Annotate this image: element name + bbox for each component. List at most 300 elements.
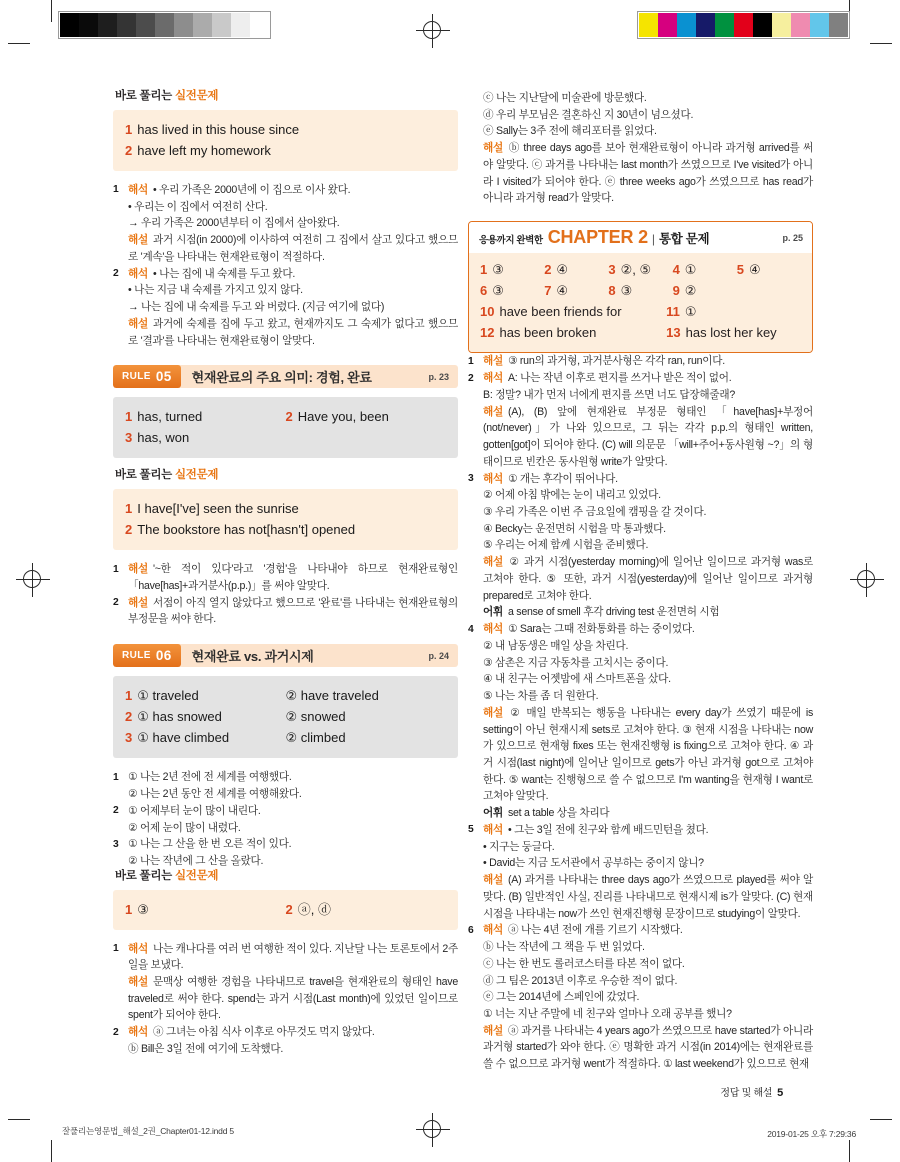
answer-value: I have[I've] seen the sunrise: [137, 501, 299, 517]
answer-cell: [286, 685, 447, 706]
explanation-line: [128, 282, 458, 299]
explanation-line: [483, 855, 813, 872]
explanation-line: [483, 839, 813, 856]
explanation-line: [128, 769, 458, 786]
answer-cell: [125, 899, 286, 920]
answer-number: 1: [480, 262, 488, 278]
explanation-text: ② 나는 2년 동안 전 세계를 여행해왔다.: [128, 788, 302, 801]
crop-mark-bottom-left: [26, 1118, 52, 1144]
explanation-line: [483, 939, 813, 956]
rule-tag: [113, 365, 181, 388]
rule-bar-05: [113, 365, 458, 388]
answer-row: [125, 119, 446, 140]
explanation-text: ⓑ 나는 작년에 그 책을 두 번 읽었다.: [483, 941, 645, 954]
explanation-text: ⓐ 나는 4년 전에 개를 기르기 시작했다.: [507, 924, 683, 937]
explanation-text: • 우리 가족은 2000년에 이 집으로 이사 왔다.: [152, 183, 351, 196]
explanation-item: [113, 803, 458, 836]
answer-cell: [480, 281, 544, 302]
explanation-line: [128, 974, 458, 1024]
answer-row: [480, 302, 801, 323]
answer-cell: [125, 406, 286, 427]
explanation-item: [113, 266, 458, 350]
explanation-label: 해석: [483, 823, 503, 836]
answer-number: 3: [125, 730, 133, 746]
calibration-patch: [639, 13, 658, 37]
explanation-line: [128, 941, 458, 974]
calibration-patch: [193, 13, 212, 37]
practice-label-prefix: 바로 풀리는: [115, 90, 172, 102]
answer-number: 2: [125, 709, 133, 725]
explanation-line: [483, 655, 813, 672]
explanation-text: → 나는 집에 내 숙제를 두고 와 버렸다. (지금 여기에 없다): [128, 301, 385, 314]
answer-cell: [608, 281, 672, 302]
calibration-patch: [677, 13, 696, 37]
explanation-text: ① 나는 그 산을 한 번 오른 적이 있다.: [128, 838, 292, 851]
rule-page-ref: p. 23: [428, 371, 449, 382]
explanation-text: ④ Becky는 운전면허 시험을 막 통과했다.: [483, 522, 666, 535]
answer-value: ④: [556, 262, 569, 278]
answer-value: ③: [492, 262, 504, 278]
registration-mark-top: [416, 14, 450, 48]
explanation-line: [483, 487, 813, 504]
explanation-text: ⓒ 나는 한 번도 롤러코스터를 타본 적이 없다.: [483, 957, 685, 970]
calibration-patch: [791, 13, 810, 37]
answer-value: ④: [556, 282, 569, 298]
answer-cell: [673, 260, 737, 281]
chapter-pre-title: 응용까지 완벽한: [479, 235, 543, 247]
answer-box-practice-1: [113, 110, 458, 171]
question-number: [468, 90, 483, 207]
answer-number: 10: [480, 303, 495, 319]
answer-value: The bookstore has not[hasn't] opened: [137, 522, 356, 538]
explanation-text: • 지구는 둥글다.: [483, 840, 555, 853]
explanation-text: 문맥상 여행한 경험을 나타내므로 travel을 현재완료의 형태인 have traveled로 써야 한다. spend는 과거 시점(Last month)에 있었던 일이므로 spent가 되어야 한다.: [128, 976, 458, 1022]
explanations-practice-2: [113, 561, 458, 628]
rule-title: 현재완료의 주요 의미: 경험, 완료: [191, 370, 372, 386]
explanation-text: • 그는 3일 전에 친구와 함께 배드민턴을 쳤다.: [507, 823, 709, 836]
explanation-line: [483, 353, 813, 370]
answer-value: ② have traveled: [285, 688, 379, 704]
explanation-line: [483, 140, 813, 207]
grayscale-calibration-strip: [58, 11, 271, 39]
explanation-item: [113, 769, 458, 802]
answer-number: 1: [125, 501, 133, 517]
calibration-patch: [231, 13, 250, 37]
calibration-patch: [250, 13, 269, 37]
explanation-text: ⓓ 우리 부모님은 결혼하신 지 30년이 넘으셨다.: [483, 108, 694, 121]
answer-box-practice-3: [113, 890, 458, 930]
explanation-line: [483, 805, 813, 822]
answer-number: 2: [544, 262, 552, 278]
explanation-line: [483, 404, 813, 471]
explanation-text: ③ 우리 가족은 이번 주 금요일에 캠핑을 갈 것이다.: [483, 505, 707, 518]
explanation-line: [483, 123, 813, 140]
explanation-item: [113, 941, 458, 1025]
explanation-text: ⑤ 나는 차를 좀 더 원한다.: [483, 690, 599, 703]
explanation-text: ② 매일 반복되는 행동을 나타내는 every day가 쓰였기 때문에 is setting이 아닌 현재시제 sets로 고쳐야 한다. ③ 현재 시점을 나타내는 now가 있으므로 현재형 fixes 또는 현재진행형 is fixing으로 고쳐야 한다. ④ 과거 시점(last night)에 일어난 일이므로 gets가 아닌 과거형 got으로 고쳐야 한다. ⑤ want는 진행형으로 쓸 수 없으므로 I'm wanting을 현재형 I want로 고쳐야 알맞다.: [483, 706, 813, 803]
answer-row: [480, 281, 801, 302]
page-footer: [0, 1084, 900, 1099]
explanation-text: ② 나는 작년에 그 산을 올랐다.: [128, 854, 264, 867]
answer-cell: [125, 706, 286, 727]
explanation-label: 해석: [128, 1026, 148, 1039]
explanation-line: [128, 266, 458, 283]
answer-number: 6: [480, 282, 488, 298]
explanation-line: [483, 554, 813, 604]
explanation-label: 해석: [483, 372, 503, 385]
explanation-line: [128, 215, 458, 232]
print-timestamp: 2019-01-25 오후 7:29:36: [767, 1129, 856, 1139]
explanation-text: ② 내 남동생은 매일 상을 차린다.: [483, 639, 629, 652]
registration-mark-bottom: [416, 1113, 450, 1147]
answer-value: ③: [137, 901, 149, 917]
explanation-line: [128, 1041, 458, 1058]
explanation-text: ⓐ 과거를 나타내는 4 years ago가 쓰였으므로 have started가 아니라 과거형 started가 와야 한다. ⓔ 명확한 과거 시점(in 2014)에는 현재완료를 쓸 수 없으므로 과거형 went가 적절하다. ① last weekend가 있으므로 현재: [483, 1024, 813, 1071]
explanation-body: [483, 621, 813, 822]
explanation-body: [128, 182, 458, 266]
explanation-body: [128, 803, 458, 836]
question-number: 2: [113, 805, 119, 817]
chapter-page-ref: p. 25: [782, 232, 803, 243]
explanation-label: 해설: [128, 317, 148, 330]
explanation-item: [113, 1024, 458, 1057]
explanation-text: ② 어제 눈이 많이 내렸다.: [128, 821, 241, 834]
explanation-body: [128, 595, 458, 628]
explanation-item: [468, 621, 813, 822]
explanation-text: ③ 삼촌은 지금 자동차를 고치시는 중이다.: [483, 656, 669, 669]
answer-cell: [544, 281, 608, 302]
answer-cell: [666, 323, 777, 344]
explanation-line: [128, 299, 458, 316]
rule-tag-label: RULE: [122, 371, 151, 383]
chapter-sub-title: 통합 문제: [659, 232, 710, 247]
explanation-item: [468, 353, 813, 370]
answer-row: [125, 706, 446, 727]
answer-row: [125, 427, 446, 448]
answer-value: ①: [684, 303, 697, 319]
explanation-line: [483, 537, 813, 554]
explanation-line: [483, 922, 813, 939]
answer-cell: [125, 685, 286, 706]
explanation-line: [128, 232, 458, 265]
explanation-text: ⓓ 그 팀은 2013년 이후로 우승한 적이 없다.: [483, 974, 678, 987]
answer-value: have left my homework: [137, 142, 271, 158]
explanation-line: [128, 316, 458, 349]
explanation-text: (A) 과거를 나타내는 three days ago가 쓰였으므로 played를 써야 알맞다. (B) 일반적인 사실, 진리를 나타내므로 현재시제 is가 알맞다. (C) 현재 시점을 나타내는 now가 쓰인 현재진행형 문장이므로 studying이 알맞다.: [483, 874, 813, 920]
explanation-body: [128, 561, 458, 594]
answer-row: [125, 498, 446, 519]
explanation-text: set a table 상을 차리다: [507, 807, 610, 820]
answer-number: 1: [125, 121, 133, 137]
explanation-text: ⓔ 그는 2014년에 스페인에 갔었다.: [483, 991, 640, 1004]
answer-cell: [480, 302, 666, 323]
explanation-text: • 나는 집에 내 숙제를 두고 왔다.: [152, 267, 296, 280]
explanation-line: [483, 822, 813, 839]
explanation-line: [483, 1023, 813, 1073]
question-number: 2: [113, 597, 119, 609]
explanation-label: 어휘: [483, 606, 503, 619]
explanation-line: [483, 370, 813, 387]
explanation-line: [483, 973, 813, 990]
question-number: 2: [113, 268, 119, 280]
explanation-item: [113, 182, 458, 266]
explanation-line: [483, 107, 813, 124]
chapter-box-header: [469, 222, 812, 253]
explanation-body: [483, 922, 813, 1073]
calibration-patch: [155, 13, 174, 37]
answer-cell: [737, 260, 801, 281]
explanation-text: • 우리는 이 집에서 여전히 산다.: [128, 200, 268, 213]
calibration-patch: [696, 13, 715, 37]
answer-cell: [544, 260, 608, 281]
explanation-text: ① 나는 2년 전에 전 세계를 여행했다.: [128, 771, 292, 784]
explanations-rule-06: [113, 769, 458, 869]
answer-cell: [286, 406, 447, 427]
answer-cell: [286, 899, 447, 920]
answer-row: [125, 727, 446, 748]
question-number: 2: [468, 372, 474, 384]
explanation-line: [128, 595, 458, 628]
answer-number: 3: [125, 430, 133, 446]
explanation-body: [128, 769, 458, 802]
practice-label-main: 실전문제: [174, 469, 219, 482]
explanation-text: ⓑ Bill은 3일 전에 여기에 도착했다.: [128, 1042, 284, 1055]
answer-value: ③: [620, 282, 633, 298]
registration-mark-right: [850, 563, 884, 597]
practice-label-main: 실전문제: [174, 90, 219, 102]
explanation-body: [128, 941, 458, 1025]
answer-number: 1: [125, 901, 133, 917]
explanation-label: 해설: [483, 1024, 503, 1037]
answer-row: [125, 519, 446, 540]
answer-number: 13: [666, 324, 681, 340]
question-number: 6: [468, 924, 474, 936]
crop-mark-top-right: [848, 18, 874, 44]
answer-cell: [125, 119, 446, 140]
answer-value: ②, ⑤: [620, 262, 652, 278]
answer-value: ④: [748, 262, 761, 278]
calibration-patch: [212, 13, 231, 37]
rule-tag-label: RULE: [122, 650, 151, 662]
calibration-patch: [810, 13, 829, 37]
answer-row: [125, 406, 446, 427]
question-number: 5: [468, 824, 474, 836]
answer-cell: [608, 260, 672, 281]
answer-cell: [286, 706, 447, 727]
explanation-line: [483, 872, 813, 922]
explanation-item: [468, 471, 813, 622]
explanation-text: ① 개는 후각이 뛰어나다.: [507, 472, 618, 485]
explanation-body: [128, 266, 458, 350]
answer-cell: [286, 727, 447, 748]
explanation-body: [483, 471, 813, 622]
practice-label-main: 실전문제: [174, 869, 219, 882]
explanation-line: [483, 521, 813, 538]
explanation-text: ② 어제 아침 밖에는 눈이 내리고 있었다.: [483, 489, 661, 502]
explanation-label: 해석: [128, 267, 148, 280]
answer-row: [125, 140, 446, 161]
answer-cell: [125, 498, 446, 519]
answer-number: 9: [672, 282, 680, 298]
chapter-2-review-box: [468, 221, 813, 353]
practice-label-2: [115, 469, 458, 483]
explanation-item: [468, 922, 813, 1073]
calibration-patch: [753, 13, 772, 37]
explanation-item: [113, 561, 458, 594]
answer-number: 2: [285, 901, 293, 917]
question-number: 1: [113, 771, 119, 783]
explanation-label: 해석: [128, 942, 148, 955]
answer-value: has, turned: [137, 409, 203, 425]
explanation-line: [483, 1006, 813, 1023]
left-column: [113, 90, 458, 1058]
chapter-title: CHAPTER 2: [547, 227, 648, 248]
explanation-line: [128, 561, 458, 594]
calibration-patch: [772, 13, 791, 37]
crop-mark-top-left: [26, 18, 52, 44]
calibration-patch: [715, 13, 734, 37]
explanation-body: [128, 836, 458, 869]
explanation-text: ⓑ three days ago를 보아 현재완료형이 아니라 과거형 arrived를 써야 알맞다. ⓒ 과거를 나타내는 last month가 쓰였으므로 I've visited가 아니라 I visited가 되어야 한다. ⓔ three weeks ago가 쓰였으므로 has read가 아니라 과거형 read가 알맞다.: [483, 142, 813, 205]
explanation-text: ② 과거 시점(yesterday morning)에 일어난 일이므로 과거형 was로 고쳐야 한다. ⑤ 또한, 과거 시점(yesterday)에 일어난 일이므로 과거형 prepared로 고쳐야 한다.: [483, 556, 813, 602]
answer-number: 3: [608, 262, 616, 278]
explanation-label: 해설: [128, 596, 148, 609]
calibration-patch: [829, 13, 848, 37]
answer-value: ① have climbed: [137, 730, 230, 746]
answer-value: ① has snowed: [137, 709, 222, 725]
explanation-line: [128, 786, 458, 803]
explanation-label: 해석: [483, 472, 503, 485]
right-column: [468, 90, 813, 1073]
explanation-label: 해설: [128, 976, 148, 989]
explanation-item: [113, 836, 458, 869]
explanation-text: • 나는 지금 내 숙제를 가지고 있지 않다.: [128, 284, 303, 297]
explanation-text: ④ 내 친구는 어젯밤에 새 스마트폰을 샀다.: [483, 673, 671, 686]
answer-value: has, won: [137, 430, 190, 446]
rule-tag: [113, 644, 181, 667]
color-calibration-strip: [637, 11, 850, 39]
explanation-text: ⓒ 나는 지난달에 미술관에 방문했다.: [483, 92, 647, 104]
answer-value: has lived in this house since: [137, 121, 300, 137]
explanation-label: 해설: [483, 706, 503, 719]
calibration-patch: [60, 13, 79, 37]
explanations-chapter-2: [468, 353, 813, 1073]
answer-row: [480, 260, 801, 281]
explanation-label: 해설: [483, 874, 503, 887]
explanation-text: • David는 지금 도서관에서 공부하는 중이지 않니?: [483, 857, 704, 870]
practice-label-prefix: 바로 풀리는: [115, 469, 172, 482]
answer-number: 1: [125, 409, 133, 425]
answer-cell: [125, 727, 286, 748]
explanation-label: 해설: [483, 405, 503, 418]
answer-value: have been friends for: [499, 303, 622, 319]
answer-number: 2: [285, 409, 293, 425]
question-number: 4: [468, 623, 474, 635]
explanation-body: [483, 370, 813, 470]
explanation-line: [483, 956, 813, 973]
answer-number: 1: [125, 688, 133, 704]
calibration-patch: [98, 13, 117, 37]
footer-label: 정답 및 해설: [720, 1088, 773, 1099]
chapter-answer-body: [469, 253, 812, 352]
registration-mark-left: [16, 563, 50, 597]
explanation-line: [128, 820, 458, 837]
answer-cell: [125, 427, 446, 448]
explanation-line: [483, 688, 813, 705]
explanation-line: [483, 989, 813, 1006]
answer-number: 2: [125, 142, 133, 158]
explanation-line: [483, 621, 813, 638]
answer-value: ⓐ, ⓓ: [297, 901, 331, 917]
answer-number: 5: [736, 262, 744, 278]
answer-number: 11: [666, 303, 680, 319]
explanations-practice-1: [113, 182, 458, 349]
chapter-separator: |: [651, 232, 656, 247]
practice-label-prefix: 바로 풀리는: [115, 869, 172, 882]
answer-row: [125, 685, 446, 706]
question-number: 3: [468, 473, 474, 484]
explanation-line: [483, 471, 813, 488]
explanation-text: ⓐ 그녀는 아침 식사 이후로 아무것도 먹지 않았다.: [152, 1026, 375, 1039]
explanation-item: [113, 595, 458, 628]
answer-cell: [480, 260, 544, 281]
answer-box-rule-05: [113, 397, 458, 458]
explanation-line: [128, 803, 458, 820]
rule-number: 06: [155, 648, 172, 664]
answer-cell: [125, 519, 446, 540]
answer-cell: [125, 140, 446, 161]
explanation-line: [483, 604, 813, 621]
explanation-line: [128, 836, 458, 853]
answer-value: Have you, been: [297, 409, 389, 425]
explanation-line: [483, 90, 813, 107]
explanation-line: [483, 638, 813, 655]
explanation-text: (A), (B) 앞에 현재완료 부정문 형태인 「have[has]+부정어(not/never)」가 나와 있으므로, 그 뒤는 각각 p.p.의 형태인 written, gotten[got]이 되어야 한다. (C) will 의문문 「will+주어+동사원형 ~?」의 형태이므로 빈칸은 동사원형 write가 알맞다.: [483, 405, 813, 468]
question-number: 1: [113, 943, 119, 955]
explanation-label: 해설: [128, 234, 148, 247]
answer-cell: [480, 323, 666, 344]
answer-row: [125, 899, 446, 920]
answer-cell: [673, 281, 737, 302]
practice-label-1: [115, 90, 458, 104]
explanation-line: [483, 705, 813, 805]
explanation-label: 해석: [128, 183, 148, 196]
explanation-text: 서점이 아직 열지 않았다고 했으므로 '완료'를 나타내는 현재완료형의 부정문을 써야 한다.: [128, 596, 458, 626]
explanation-label: 해설: [483, 355, 503, 368]
answer-cell: [666, 302, 696, 323]
explanation-line: [483, 671, 813, 688]
answer-number: 7: [544, 282, 552, 298]
explanations-continued-top: [468, 90, 813, 207]
explanation-text: ① 어제부터 눈이 많이 내린다.: [128, 804, 261, 817]
explanation-text: 과거에 숙제를 집에 두고 왔고, 현재까지도 그 숙제가 없다고 했으므로 '결과'를 나타내는 현재완료형이 알맞다.: [128, 317, 458, 347]
explanation-item: [468, 822, 813, 922]
print-file-name: 잘풀리는영문법_해설_2권_Chapter01-12.indd 5: [62, 1126, 234, 1136]
answer-row: [480, 323, 801, 344]
answer-number: 2: [125, 522, 133, 538]
answer-value: ② snowed: [285, 709, 346, 725]
explanation-body: [128, 1024, 458, 1057]
explanation-line: [128, 199, 458, 216]
calibration-patch: [117, 13, 136, 37]
explanation-text: A: 나는 작년 이후로 편지를 쓰거나 받은 적이 없어.: [507, 372, 732, 385]
explanation-body: [483, 353, 813, 370]
calibration-patch: [79, 13, 98, 37]
question-number: 3: [113, 838, 119, 850]
rule-title: 현재완료 vs. 과거시제: [191, 649, 314, 665]
answer-number: 12: [480, 324, 495, 340]
explanation-line: [483, 387, 813, 404]
